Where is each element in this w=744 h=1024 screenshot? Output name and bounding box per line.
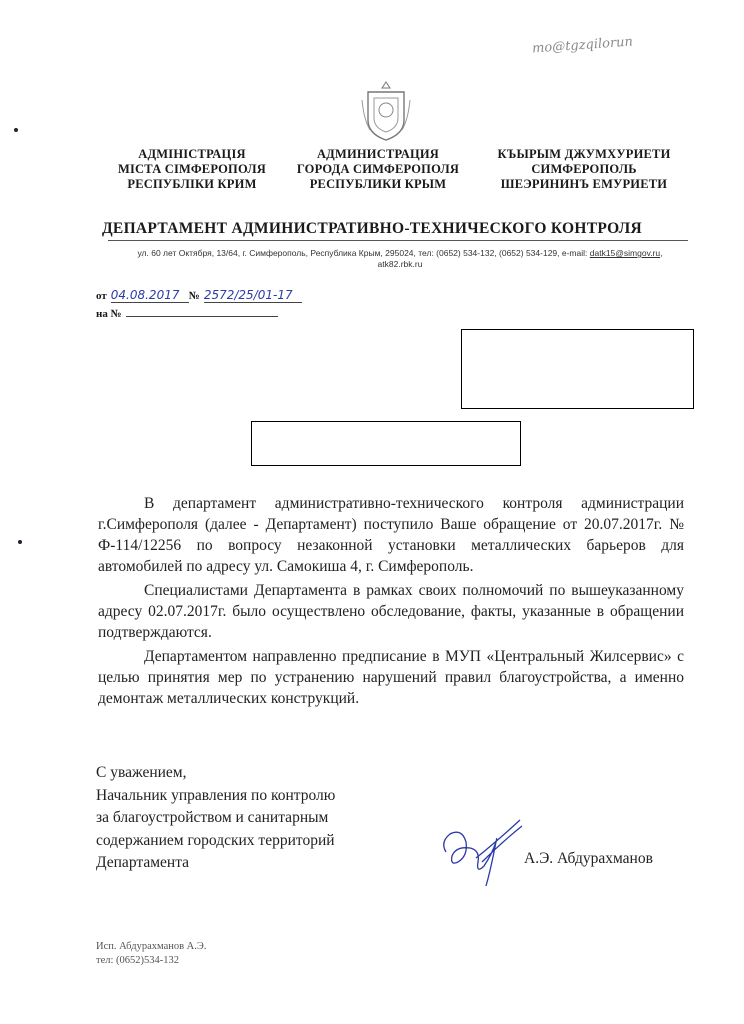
signature-line: содержанием городских территорий xyxy=(96,831,335,849)
reply-registration xyxy=(96,304,278,322)
signature-block xyxy=(96,762,335,875)
department-title: ДЕПАРТАМЕНТ АДМИНИСТРАТИВНО-ТЕХНИЧЕСКОГО КОНТРОЛЯ xyxy=(101,220,643,237)
signature-line: за благоустройством и санитарным xyxy=(96,809,329,826)
header-crimean-tatar-line: СИМФЕРОПОЛЬ xyxy=(531,162,637,176)
email-link[interactable]: datk15@simgov.ru xyxy=(589,248,661,258)
header-russian-line: ГОРОДА СИМФЕРОПОЛЯ xyxy=(296,162,460,176)
body-paragraph: Департаментом направленно предписание в МУП «Центральный Жилсервис» с целью принятия мер по устранению нарушений правил благоустройства, а именно демонтаж металлических конструкций. xyxy=(98,648,684,707)
executor-name: Исп. Абдурахманов А.Э. xyxy=(96,941,207,952)
header-ukrainian-line: АДМІНІСТРАЦІЯ xyxy=(138,147,246,161)
header-ukrainian-line: МІСТА СІМФЕРОПОЛЯ xyxy=(117,162,266,176)
body-paragraph: Специалистами Департамента в рамках своих полномочий по вышеуказанному адресу 02.07.2017г. было осуществлено обследование, факты, указанные в обращении подтверждаются. xyxy=(98,582,684,641)
executor-phone: тел: (0652)534-132 xyxy=(96,955,180,966)
header-russian xyxy=(278,147,478,192)
header-crimean-tatar-line: КЪЫРЫМ ДЖУМХУРИЕТИ xyxy=(497,147,671,161)
header-ukrainian xyxy=(92,147,292,192)
from-label: от xyxy=(96,290,107,302)
registration-number: 2572/25/01-17 xyxy=(204,288,302,303)
header-divider xyxy=(108,240,688,241)
header-ukrainian-line: РЕСПУБЛІКИ КРИМ xyxy=(127,177,257,191)
department-address xyxy=(110,248,690,270)
outgoing-registration xyxy=(96,286,302,304)
address-line-end: , xyxy=(660,248,663,258)
coat-of-arms-emblem xyxy=(360,80,412,144)
header-crimean-tatar xyxy=(484,147,684,192)
scan-speck xyxy=(14,128,18,132)
signature-line: Департамента xyxy=(96,854,190,871)
handwritten-note: mо@tgzqilоrun xyxy=(531,34,634,57)
signature-line: С уважением, xyxy=(96,764,187,781)
header-crimean-tatar-line: ШЕЭРИНИНЪ ЕМУРИЕТИ xyxy=(500,177,668,191)
registration-date: 04.08.2017 xyxy=(111,288,189,303)
scan-speck xyxy=(18,540,22,544)
body-paragraph: В департамент административно-технического контроля администрации г.Симферополя (далее - Департамент) поступило Ваше обращение от 20.07.2017г. № Ф-114/12256 по вопросу незаконной установки металлических барьеров для автомобилей по адресу ул. Самокиша 4, г. Симферополь. xyxy=(98,495,684,575)
header-russian-line: РЕСПУБЛИКИ КРЫМ xyxy=(309,177,447,191)
redacted-recipient-box xyxy=(461,329,694,409)
letter-body xyxy=(98,493,684,712)
signature-line: Начальник управления по контролю xyxy=(96,786,336,804)
executor-info xyxy=(96,940,206,968)
handwritten-signature xyxy=(436,812,526,892)
header-russian-line: АДМИНИСТРАЦИЯ xyxy=(316,147,440,161)
redacted-address-box xyxy=(251,421,521,466)
reply-number-line xyxy=(126,304,278,317)
address-line: ул. 60 лет Октября, 13/64, г. Симферополь, Республика Крым, 295024, тел: (0652) 534-132, (0652) 534-129, e-mail: xyxy=(137,248,588,258)
website: atk82.rbk.ru xyxy=(377,259,423,269)
reply-label: на № xyxy=(96,308,122,320)
signer-name: А.Э. Абдурахманов xyxy=(524,850,653,867)
number-sign: № xyxy=(188,290,200,302)
